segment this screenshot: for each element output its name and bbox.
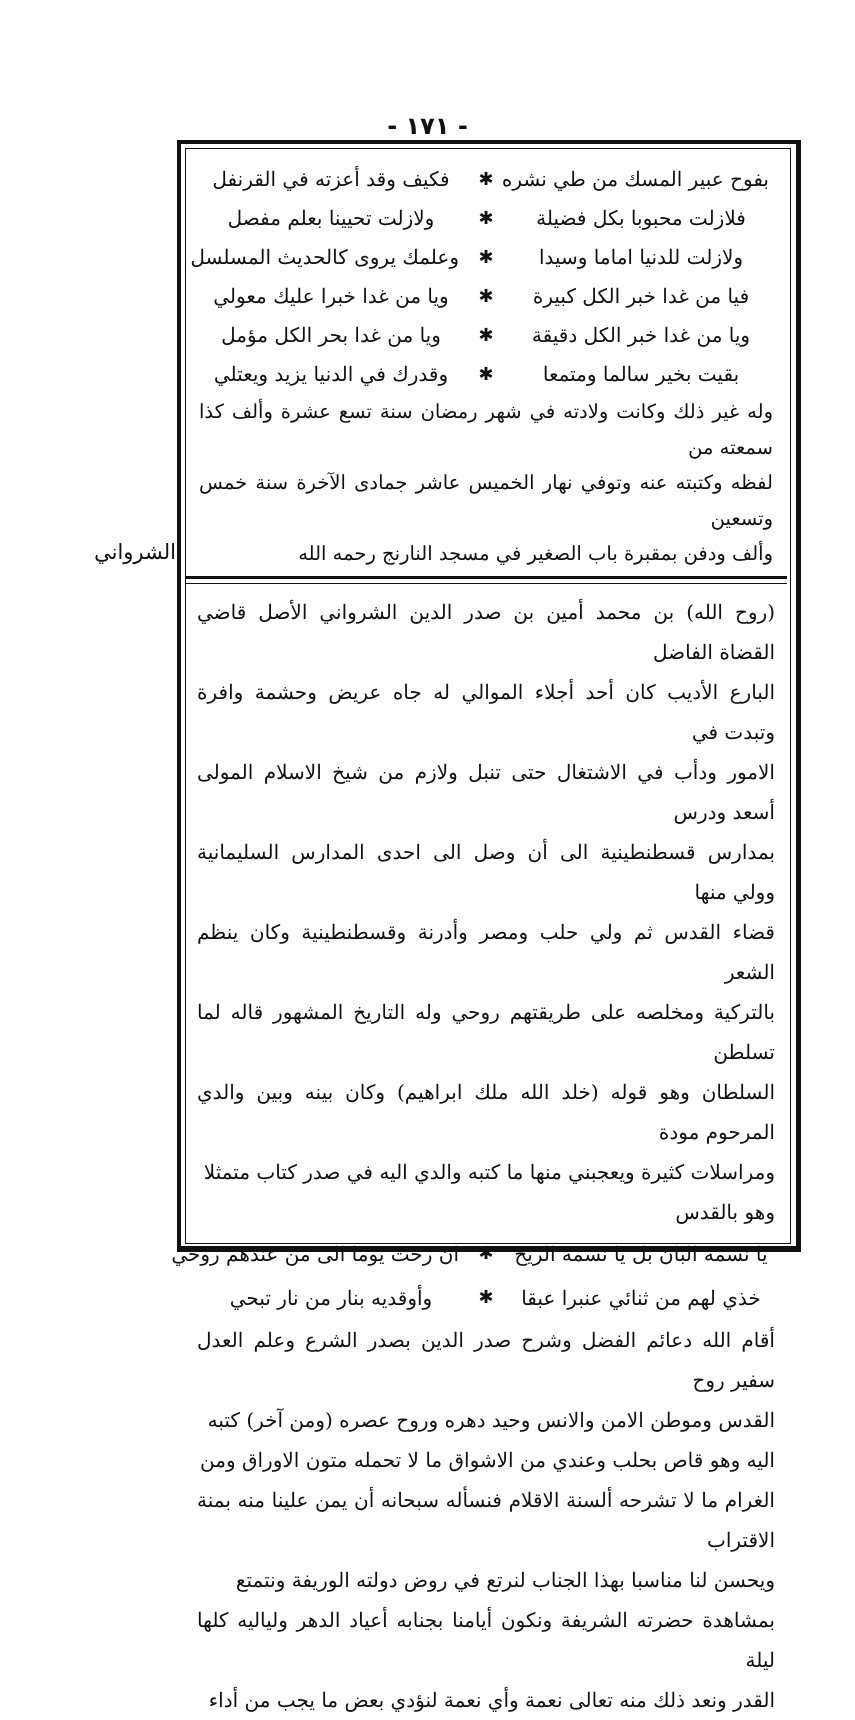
section-divider bbox=[185, 576, 787, 584]
poem-verse bbox=[195, 1276, 777, 1320]
hemistich-right: فلازلت محبوبا بكل فضيلة bbox=[536, 206, 746, 230]
poem-verse bbox=[195, 355, 777, 394]
prose-line: الغرام ما لا تشرحه ألسنة الاقلام فنسأله سبحانه أن يمن علينا منه بمنة الاقتراب bbox=[197, 1487, 775, 1552]
biography bbox=[195, 592, 777, 1232]
hemistich-right: فيا من غدا خبر الكل كبيرة bbox=[532, 284, 750, 308]
hemistich-left: وقدرك في الدنيا يزيد ويعتلي bbox=[213, 362, 449, 386]
bio-line: السلطان وهو قوله (خلد الله ملك ابراهيم) وكان بينه وبين والدي المرحوم مودة bbox=[197, 1079, 775, 1144]
star-separator-icon: ✱ bbox=[478, 1242, 494, 1264]
prose-line: القدر ونعد ذلك منه تعالى نعمة وأي نعمة لنؤدي بعض ما يجب من أداء bbox=[208, 1687, 775, 1712]
star-separator-icon: ✱ bbox=[478, 1286, 494, 1308]
star-separator-icon: ✱ bbox=[478, 208, 494, 229]
poem-verse bbox=[195, 277, 777, 316]
bio-line: الامور ودأب في الاشتغال حتى تنبل ولازم من شيخ الاسلام المولى أسعد ودرس bbox=[197, 759, 775, 824]
prose-line: القدس وموطن الامن والانس وحيد دهره وروح عصره (ومن آخر) كتبه bbox=[207, 1407, 775, 1432]
bio-line: بالتركية ومخلصه على طريقتهم روحي وله التاريخ المشهور قاله لما تسلطن bbox=[197, 999, 775, 1064]
prose-line: وله غير ذلك وكانت ولادته في شهر رمضان سنة تسع عشرة وألف كذا سمعته من bbox=[199, 400, 773, 459]
poem-verse bbox=[195, 160, 777, 199]
star-separator-icon: ✱ bbox=[478, 286, 494, 307]
hemistich-left: ويا من غدا بحر الكل مؤمل bbox=[221, 323, 441, 347]
hemistich-right: ويا من غدا خبر الكل دقيقة bbox=[531, 323, 751, 347]
hemistich-left: ان رحت يوما الى من عندهم روحي bbox=[171, 1241, 459, 1266]
poem-mid bbox=[171, 1232, 777, 1320]
star-separator-icon: ✱ bbox=[478, 247, 494, 268]
prose-bottom bbox=[195, 1320, 777, 1720]
page-content bbox=[171, 160, 777, 1720]
bio-line: قضاء القدس ثم ولي حلب ومصر وأدرنة وقسطنطينية وكان ينظم الشعر bbox=[197, 919, 775, 984]
bio-line: وهو بالقدس bbox=[675, 1199, 775, 1224]
star-separator-icon: ✱ bbox=[478, 325, 494, 346]
poem-verse bbox=[195, 316, 777, 355]
hemistich-right: بقيت بخير سالما ومتمعا bbox=[542, 362, 740, 386]
hemistich-right: خذي لهم من ثنائي عنبرا عبقا bbox=[521, 1285, 761, 1310]
hemistich-left: وعلمك يروى كالحديث المسلسل bbox=[190, 245, 459, 269]
prose-line: بمشاهدة حضرته الشريفة ونكون أيامنا بجنابه أعياد الدهر ولياليه كلها ليلة bbox=[197, 1607, 775, 1672]
hemistich-left: ويا من غدا خبرا عليك معولي bbox=[213, 284, 449, 308]
poem-verse bbox=[171, 1232, 777, 1276]
hemistich-right: ولازلت للدنيا اماما وسيدا bbox=[538, 245, 744, 269]
bio-line: ومراسلات كثيرة ويعجبني منها ما كتبه والدي اليه في صدر كتاب متمثلا bbox=[203, 1159, 775, 1184]
hemistich-right: يا نسمة البان بل يا نسمة الريح bbox=[514, 1241, 768, 1266]
bio-opening: (روح الله) bbox=[686, 599, 776, 624]
page-number: - ١٧١ - bbox=[387, 112, 468, 140]
prose-line: لفظه وكتبته عنه وتوفي نهار الخميس عاشر جمادى الآخرة سنة خمس وتسعين bbox=[199, 471, 773, 530]
poem-verse bbox=[195, 199, 777, 238]
bio-line bbox=[195, 592, 777, 672]
prose-line: أقام الله دعائم الفضل وشرح صدر الدين بصدر الشرع وعلم العدل سفير روح bbox=[197, 1327, 775, 1392]
margin-note: الشرواني bbox=[94, 540, 176, 564]
prose-line: اليه وهو قاص بحلب وعندي من الاشواق ما لا تحمله متون الاوراق ومن bbox=[200, 1447, 775, 1472]
hemistich-left: وأوقديه بنار من نار تبحي bbox=[229, 1285, 433, 1310]
star-separator-icon: ✱ bbox=[478, 364, 494, 385]
hemistich-left: فكيف وقد أعزته في القرنفل bbox=[212, 167, 450, 191]
poem-top bbox=[190, 160, 777, 394]
prose-line: وألف ودفن بمقبرة باب الصغير في مسجد النارنج رحمه الله bbox=[298, 542, 773, 566]
hemistich-right: بفوح عبير المسك من طي نشره bbox=[501, 167, 769, 191]
prose-top bbox=[195, 394, 777, 572]
hemistich-left: ولازلت تحيينا بعلم مفصل bbox=[227, 206, 435, 230]
poem-verse bbox=[190, 238, 777, 277]
bio-line: البارع الأديب كان أحد أجلاء الموالي له جاه عريض وحشمة وافرة وتبدت في bbox=[197, 679, 775, 744]
star-separator-icon: ✱ bbox=[478, 169, 494, 190]
bio-text: بن محمد أمين بن صدر الدين الشرواني الأصل قاضي القضاة الفاضل bbox=[197, 599, 775, 664]
bio-line: بمدارس قسطنطينية الى أن وصل الى احدى المدارس السليمانية وولي منها bbox=[197, 839, 775, 904]
prose-line: ويحسن لنا مناسبا بهذا الجناب لنرتع في روض دولته الوريفة ونتمتع bbox=[235, 1567, 775, 1592]
